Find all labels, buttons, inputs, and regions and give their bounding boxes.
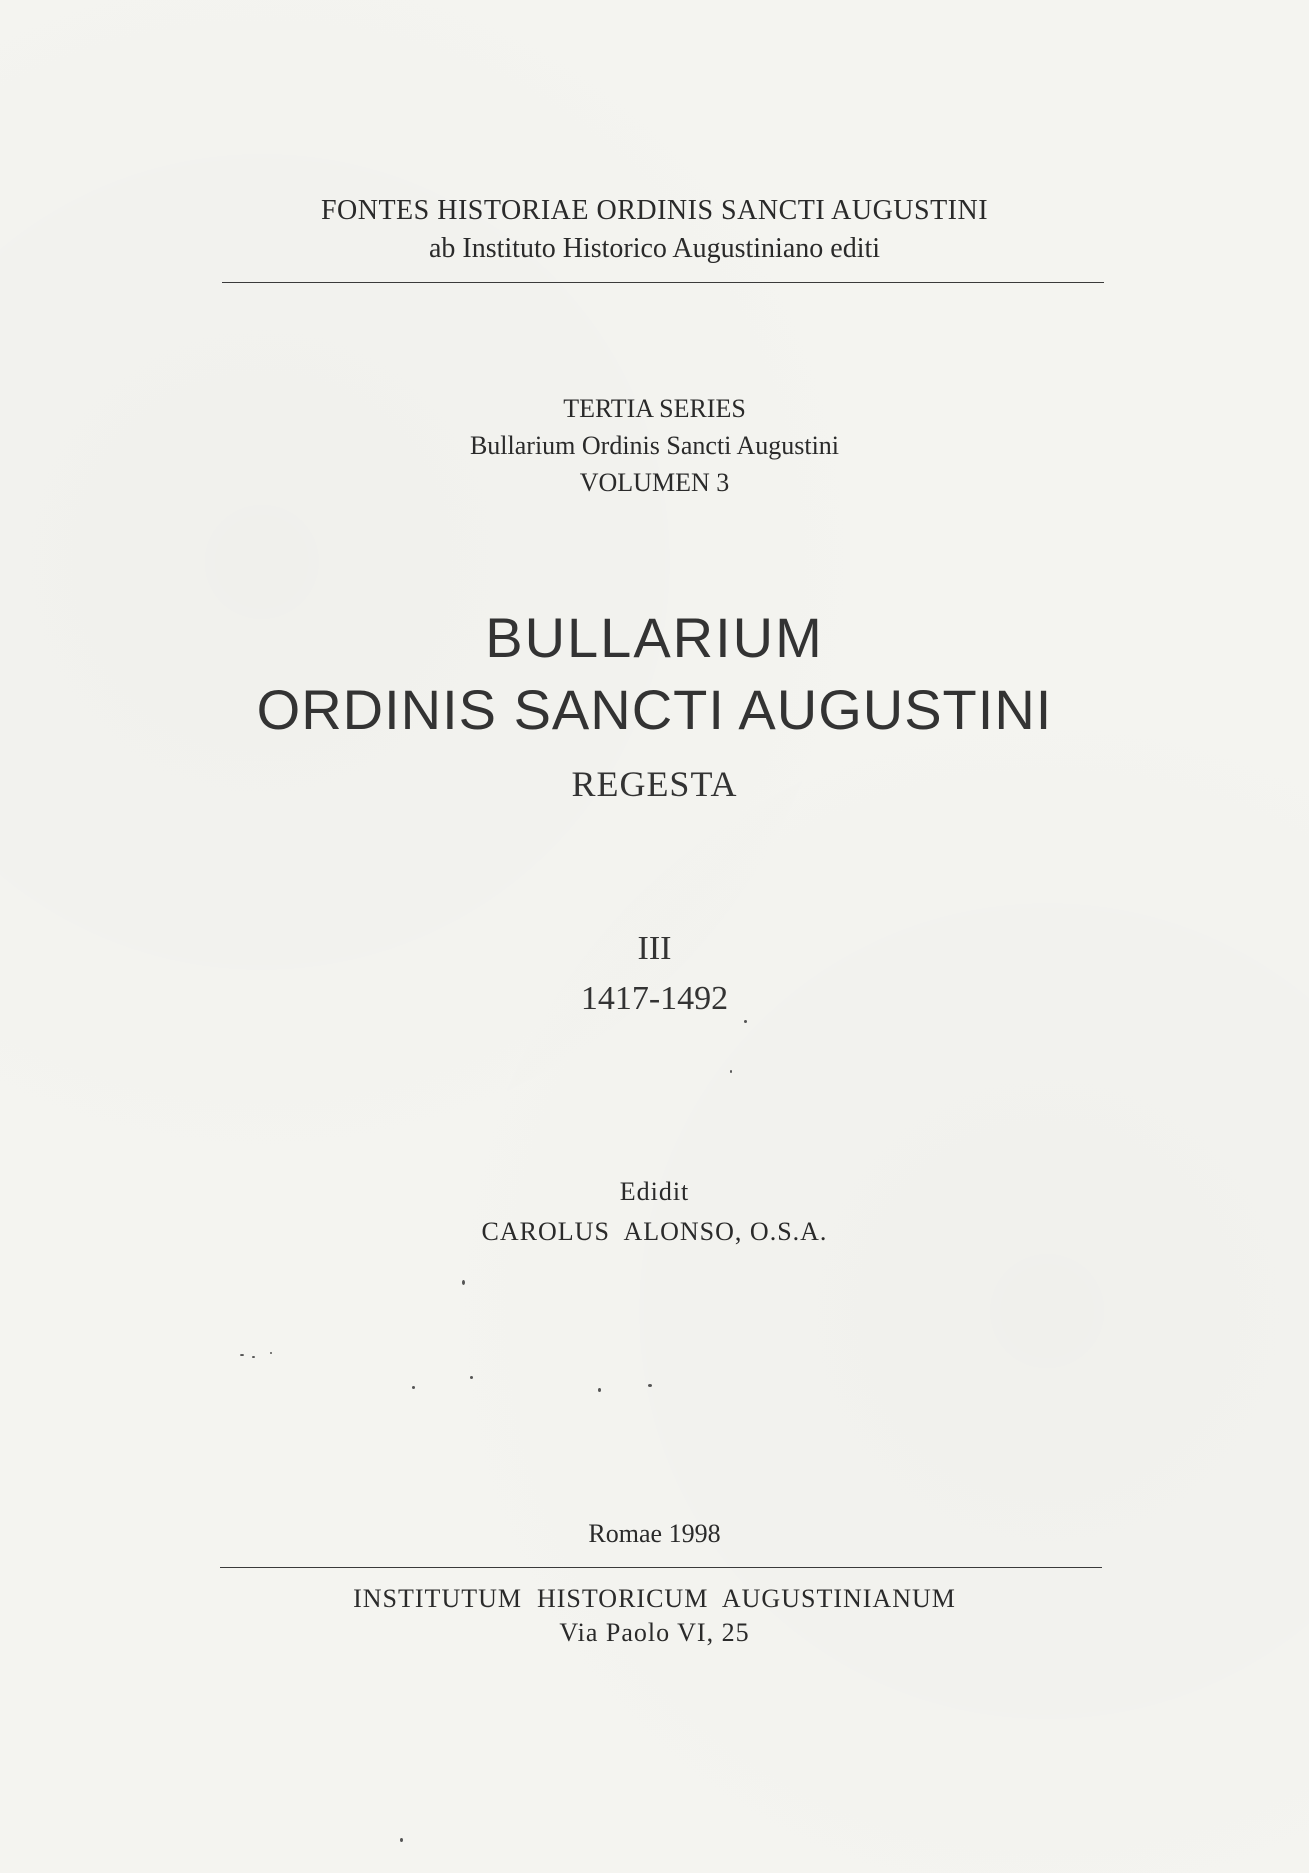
paper-speck [648, 1384, 652, 1387]
series-title: FONTES HISTORIAE ORDINIS SANCTI AUGUSTINI [320, 195, 989, 226]
imprint-year-block [0, 1516, 1309, 1552]
editor-name: CAROLUS ALONSO, O.S.A. [481, 1217, 828, 1246]
paper-speck [730, 1070, 732, 1073]
subseries-volume: VOLUMEN 3 [579, 468, 730, 497]
publisher-name: INSTITUTUM HISTORICUM AUGUSTINIANUM [353, 1584, 956, 1613]
subseries-label: TERTIA SERIES [563, 394, 746, 423]
series-subtitle: ab Instituto Historico Augustiniano editi [428, 233, 881, 264]
title-line-2: ORDINIS SANCTI AUGUSTINI [256, 678, 1053, 741]
paper-speck [240, 1354, 244, 1356]
publisher-block [0, 1582, 1309, 1650]
place-year: Romae 1998 [588, 1519, 721, 1548]
series-header [0, 192, 1309, 268]
main-title [0, 602, 1309, 814]
editor-block [0, 1172, 1309, 1252]
imprint-rule [220, 1567, 1102, 1568]
publisher-address: Via Paolo VI, 25 [559, 1618, 750, 1647]
title-line-3: REGESTA [571, 764, 738, 804]
volume-number: III [637, 930, 672, 967]
subseries-block [0, 390, 1309, 501]
paper-speck [412, 1386, 415, 1389]
subseries-name: Bullarium Ordinis Sancti Augustini [469, 431, 840, 460]
title-line-1: BULLARIUM [485, 606, 824, 669]
paper-speck [744, 1020, 747, 1023]
paper-speck [270, 1352, 272, 1354]
paper-speck [598, 1388, 601, 1392]
paper-speck [470, 1376, 473, 1379]
editor-label: Edidit [619, 1177, 690, 1206]
volume-years: 1417-1492 [580, 980, 729, 1017]
paper-speck [252, 1356, 255, 1358]
header-rule [222, 282, 1104, 283]
paper-speck [400, 1838, 403, 1842]
paper-speck [462, 1280, 465, 1285]
volume-block [0, 924, 1309, 1024]
